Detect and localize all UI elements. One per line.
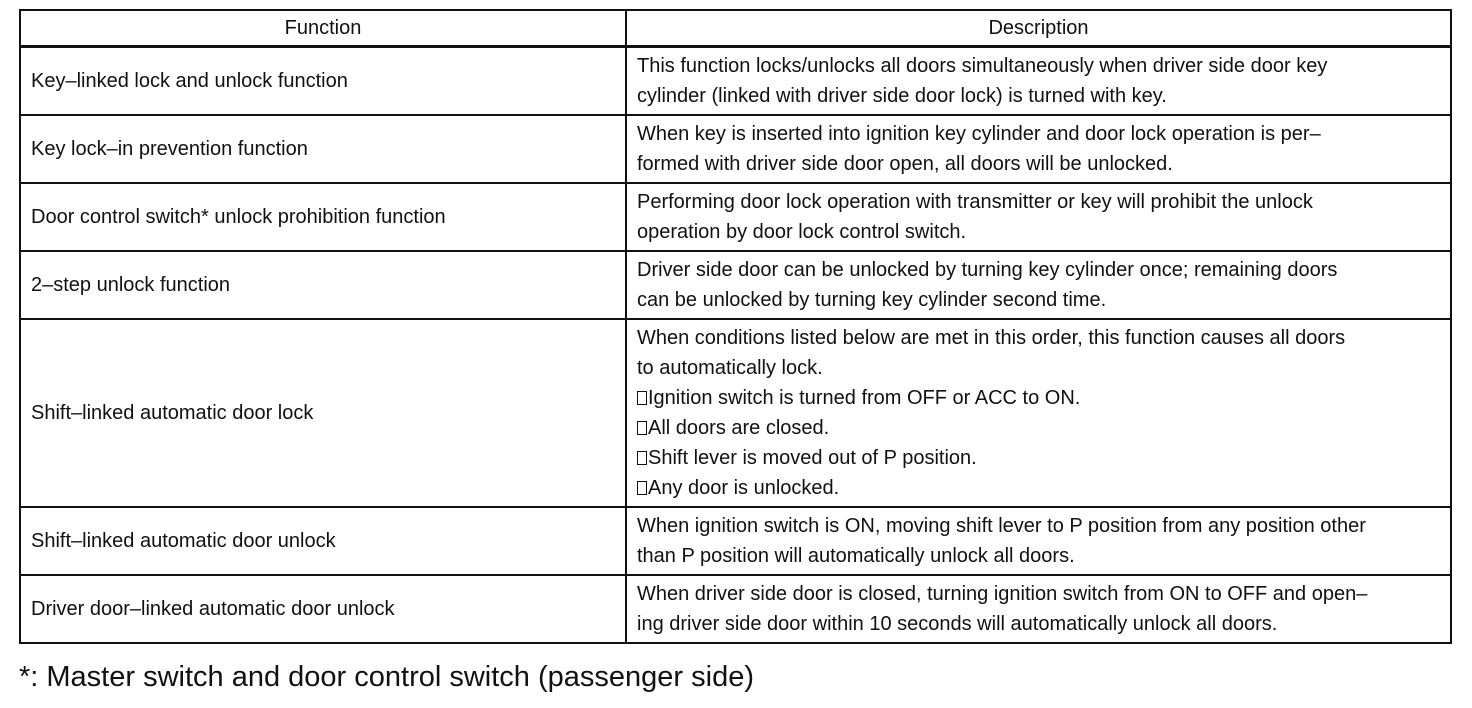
function-cell: Door control switch* unlock prohibition function	[20, 183, 626, 251]
description-line: This function locks/unlocks all doors simultaneously when driver side door key	[637, 55, 1328, 77]
table-row	[20, 507, 1451, 575]
condition-item	[637, 383, 1440, 413]
table-row	[20, 115, 1451, 183]
header-description: Description	[626, 10, 1451, 47]
condition-item	[637, 413, 1440, 443]
description-line: When conditions listed below are met in this order, this function causes all doors	[637, 327, 1346, 349]
condition-text: Shift lever is moved out of P position.	[648, 447, 977, 469]
description-cell	[626, 251, 1451, 319]
condition-text: All doors are closed.	[648, 417, 830, 439]
table-row	[20, 575, 1451, 643]
function-cell: Key–linked lock and unlock function	[20, 47, 626, 116]
checkbox-square-icon	[637, 451, 647, 465]
condition-text: Any door is unlocked.	[648, 477, 840, 499]
description-line: operation by door lock control switch.	[637, 221, 967, 243]
table-header-row	[20, 10, 1451, 47]
header-function: Function	[20, 10, 626, 47]
description-cell	[626, 47, 1451, 116]
description-cell	[626, 575, 1451, 643]
function-table	[19, 9, 1452, 644]
condition-item	[637, 473, 1440, 503]
table-row	[20, 47, 1451, 116]
description-cell	[626, 319, 1451, 507]
description-line: When driver side door is closed, turning ignition switch from ON to OFF and open–	[637, 583, 1368, 605]
function-cell: Driver door–linked automatic door unlock	[20, 575, 626, 643]
table-row	[20, 319, 1451, 507]
condition-text: Ignition switch is turned from OFF or ACC to ON.	[648, 387, 1081, 409]
table-row	[20, 183, 1451, 251]
description-cell	[626, 183, 1451, 251]
function-cell: Shift–linked automatic door lock	[20, 319, 626, 507]
description-cell	[626, 507, 1451, 575]
description-line: When ignition switch is ON, moving shift lever to P position from any position other	[637, 515, 1366, 537]
description-line: to automatically lock.	[637, 357, 823, 379]
description-line: can be unlocked by turning key cylinder second time.	[637, 289, 1107, 311]
description-line: Driver side door can be unlocked by turning key cylinder once; remaining doors	[637, 259, 1338, 281]
checkbox-square-icon	[637, 391, 647, 405]
description-cell	[626, 115, 1451, 183]
description-line: cylinder (linked with driver side door lock) is turned with key.	[637, 85, 1167, 107]
description-line: formed with driver side door open, all doors will be unlocked.	[637, 153, 1173, 175]
table-row	[20, 251, 1451, 319]
function-cell: Shift–linked automatic door unlock	[20, 507, 626, 575]
description-line: Performing door lock operation with transmitter or key will prohibit the unlock	[637, 191, 1313, 213]
condition-item	[637, 443, 1440, 473]
function-cell: Key lock–in prevention function	[20, 115, 626, 183]
description-line: than P position will automatically unlock all doors.	[637, 545, 1075, 567]
function-cell: 2–step unlock function	[20, 251, 626, 319]
checkbox-square-icon	[637, 421, 647, 435]
description-line: ing driver side door within 10 seconds will automatically unlock all doors.	[637, 613, 1278, 635]
footnote: *: Master switch and door control switch (passenger side)	[19, 661, 754, 693]
description-line: When key is inserted into ignition key cylinder and door lock operation is per–	[637, 123, 1321, 145]
checkbox-square-icon	[637, 481, 647, 495]
